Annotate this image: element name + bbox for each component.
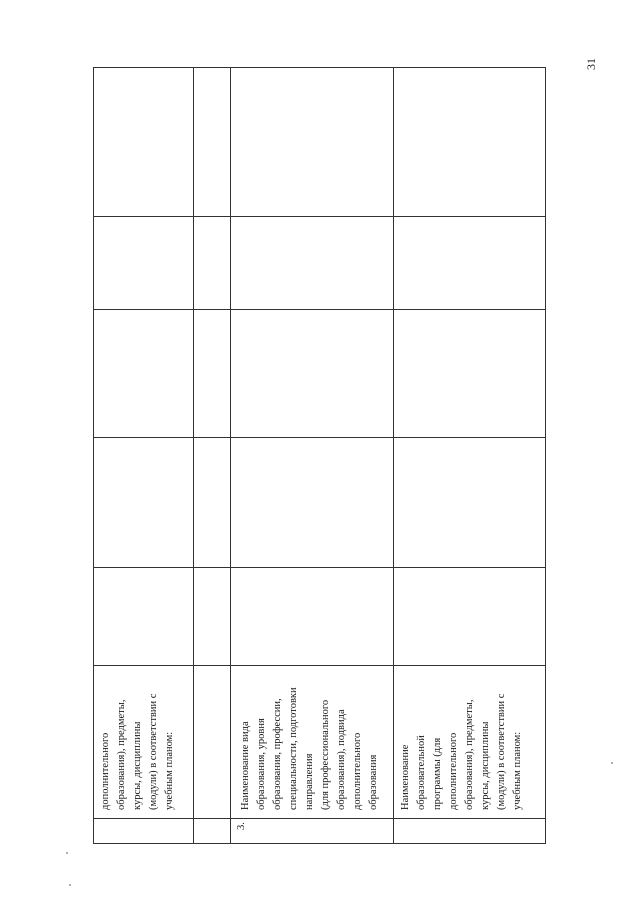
label-line: учебным планом:: [512, 731, 523, 810]
table-divider: [93, 216, 546, 217]
label-line: образования, профессии,: [272, 698, 283, 810]
row-number: 3.: [236, 822, 247, 830]
label-line: (модули) в соответствии с: [148, 693, 159, 810]
scan-speck: [69, 884, 71, 886]
label-line: дополнительного: [352, 732, 363, 810]
page-number: 31: [584, 58, 598, 70]
row-divider: [230, 67, 231, 844]
table-divider: [93, 818, 546, 819]
label-line: [114, 670, 130, 810]
label-line: программы (для: [432, 737, 443, 810]
label-line: образования), предметы,: [464, 699, 475, 810]
label-text: курсы, дисциплины: [132, 721, 143, 810]
label-line: Наименование: [400, 744, 411, 810]
label-line: дополнительного: [100, 732, 111, 810]
table-divider: [93, 309, 546, 310]
label-line: курсы, дисциплины: [480, 721, 491, 810]
row-label-3: [398, 670, 526, 810]
table-divider: [93, 437, 546, 438]
label-line: образования: [368, 754, 379, 810]
row-label-1: [98, 670, 178, 810]
label-line: дополнительного: [448, 732, 459, 810]
label-line: образования), подвида: [336, 709, 347, 810]
table-divider: [93, 665, 546, 666]
scan-speck: [611, 762, 613, 764]
label-line: учебным планом:: [164, 731, 175, 810]
label-line: Наименование вида: [240, 721, 251, 810]
table-divider: [93, 567, 546, 568]
label-line: специальности, подготовки: [288, 687, 299, 810]
row-label-2: [238, 670, 382, 810]
row-divider: [393, 67, 394, 844]
row-divider: [193, 67, 194, 844]
label-line: (модули) в соответствии с: [496, 693, 507, 810]
label-line: направления: [304, 753, 315, 810]
label-line: образования, уровня: [256, 718, 267, 810]
scan-speck: [66, 852, 68, 854]
label-line: образовательной: [416, 735, 427, 810]
label-line: (для профессионального: [320, 699, 331, 810]
label-line: [130, 670, 146, 810]
label-text: образования), предметы,: [116, 699, 127, 810]
